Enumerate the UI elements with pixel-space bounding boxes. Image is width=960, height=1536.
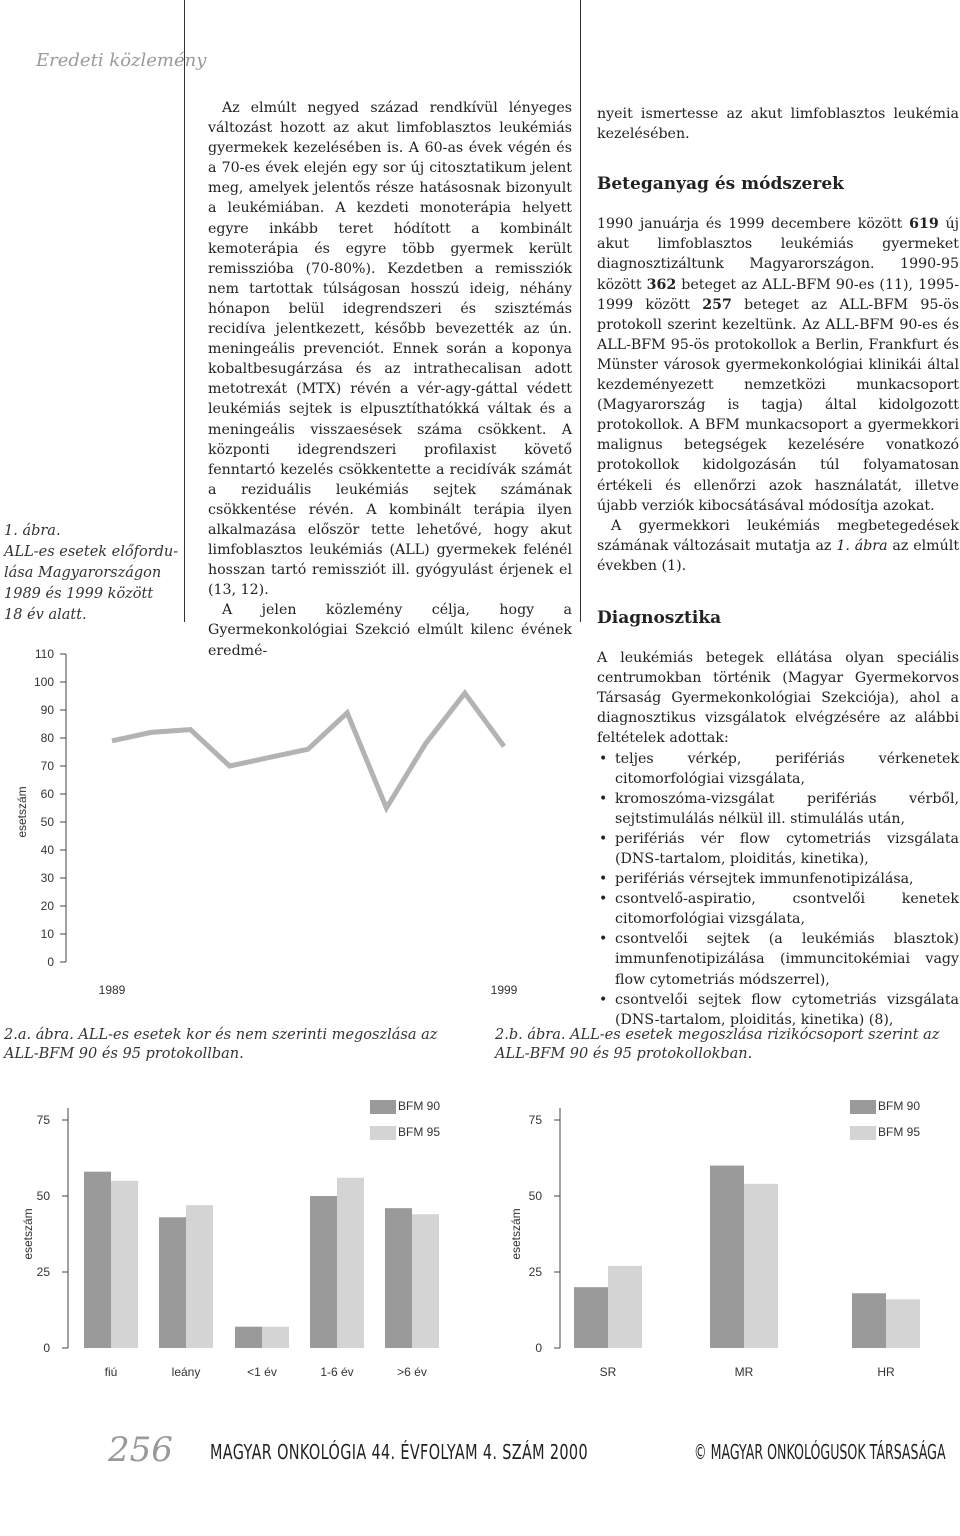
y-tick-label: 75 <box>36 1113 50 1127</box>
x-tick-label: HR <box>877 1365 895 1379</box>
x-tick-label: >6 év <box>397 1365 427 1379</box>
x-tick-label: 1-6 év <box>320 1365 354 1379</box>
legend-label: BFM 90 <box>398 1099 441 1113</box>
bar-bfm-90 <box>385 1208 412 1348</box>
copyright-footer: © MAGYAR ONKOLÓGUSOK TÁRSASÁGA <box>694 1440 946 1464</box>
x-tick-label: 1999 <box>490 983 518 997</box>
y-tick-label: 25 <box>36 1265 50 1279</box>
list-item: • csontvelő-aspiratio, csontvelői kenetek citomorfológiai vizsgálata, <box>615 889 959 929</box>
bar-bfm-90 <box>310 1196 337 1348</box>
legend-swatch <box>370 1100 396 1114</box>
y-tick-label: 50 <box>528 1189 542 1203</box>
bar-bfm-90 <box>159 1217 186 1348</box>
legend-swatch <box>370 1126 396 1140</box>
bar-bfm-90 <box>574 1287 608 1348</box>
bar-bfm-95 <box>337 1178 364 1348</box>
y-tick-label: 60 <box>40 787 54 801</box>
list-item: • kromoszóma-vizsgálat perifériás vérből, sejtstimulálás nélkül ill. stimulálás után, <box>615 789 959 829</box>
list-item: • perifériás vérsejtek immunfenotipizálása, <box>615 869 959 889</box>
legend-swatch <box>850 1126 876 1140</box>
series-line <box>112 693 504 808</box>
y-tick-label: 50 <box>40 815 54 829</box>
column-rule <box>580 0 581 622</box>
journal-footer: MAGYAR ONKOLÓGIA 44. ÉVFOLYAM 4. SZÁM 2000 <box>210 1440 588 1464</box>
bar-bfm-95 <box>744 1184 778 1348</box>
x-tick-label: 1989 <box>98 983 126 997</box>
page-number: 256 <box>108 1430 173 1470</box>
section-heading: Beteganyag és módszerek <box>597 174 844 195</box>
bar-bfm-95 <box>111 1181 138 1348</box>
y-tick-label: 110 <box>34 647 54 661</box>
intro-paragraph: A jelen közlemény célja, hogy a Gyermekonkológiai Szekció elmúlt kilenc évének eredmé- <box>208 602 572 659</box>
right-column <box>597 104 959 1030</box>
y-tick-label: 20 <box>40 899 54 913</box>
bar-bfm-95 <box>886 1299 920 1348</box>
figure-2a-caption: 2.a. ábra. ALL-es esetek kor és nem szerinti megoszlása az ALL-BFM 90 és 95 protokollban. <box>4 1027 438 1062</box>
bar-bfm-95 <box>412 1214 439 1348</box>
x-tick-label: SR <box>599 1365 617 1379</box>
x-tick-label: leány <box>171 1365 201 1379</box>
legend-label: BFM 95 <box>398 1125 441 1139</box>
y-tick-label: 70 <box>40 759 54 773</box>
intro-continuation: nyeit ismertesse az akut limfoblasztos leukémia kezelésében. <box>597 106 959 143</box>
list-item: • csontvelői sejtek flow cytometriás vizsgálata (DNS-tartalom, ploiditás, kinetika) (8), <box>615 990 959 1030</box>
bar-bfm-95 <box>262 1327 289 1348</box>
bar-bfm-95 <box>608 1266 642 1348</box>
list-item: • perifériás vér flow cytometriás vizsgálata (DNS-tartalom, ploiditás, kinetika), <box>615 829 959 869</box>
list-item: • teljes vérkép, perifériás vérkenetek citomorfológiai vizsgálata, <box>615 749 959 789</box>
diagnostics-paragraph: A leukémiás betegek ellátása olyan speciális centrumokban történik (Magyar Gyermekorvos Társaság Gyermekonkológiai Szekciója), ahol a diagnosztikus vizsgálatok elvégzésére az alábbi feltételek adottak: <box>597 650 959 747</box>
x-tick-label: <1 év <box>247 1365 277 1379</box>
section-heading: Diagnosztika <box>597 607 722 628</box>
x-tick-label: fiú <box>104 1365 118 1379</box>
bar-bfm-95 <box>186 1205 213 1348</box>
intro-text <box>208 98 572 661</box>
figure-2b-caption: 2.b. ábra. ALL-es esetek megoszlása rizikócsoport szerint az ALL-BFM 90 és 95 protokollokban. <box>495 1027 940 1062</box>
bar-bfm-90 <box>710 1166 744 1348</box>
cases-line-chart <box>0 630 580 1000</box>
legend-label: BFM 95 <box>878 1125 921 1139</box>
section-label: Eredeti közlemény <box>36 50 207 71</box>
y-tick-label: 80 <box>40 731 54 745</box>
y-tick-label: 0 <box>47 955 54 969</box>
y-tick-label: 0 <box>535 1341 542 1355</box>
age-sex-bar-chart <box>0 1090 480 1400</box>
column-rule <box>184 0 185 622</box>
legend-swatch <box>850 1100 876 1114</box>
figure-1-caption: 1. ábra. ALL-es esetek előfordu- lása Magyarországon 1989 és 1999 között 18 év alatt. <box>4 523 179 623</box>
y-tick-label: 10 <box>40 927 54 941</box>
x-tick-label: MR <box>734 1365 754 1379</box>
risk-group-bar-chart <box>480 1090 960 1400</box>
y-tick-label: 0 <box>43 1341 50 1355</box>
y-axis-label: esetszám <box>15 786 29 838</box>
y-tick-label: 90 <box>40 703 54 717</box>
diagnostics-list <box>597 749 959 1030</box>
intro-paragraph: Az elmúlt negyed század rendkívül lényeges változást hozott az akut limfoblasztos leukémiás gyermekek kezelésében is. A 60-as évek végén és a 70-es évek elején egy sor új citosztatikum jelent meg, amelyek jelentős része hatásosnak bizonyult a leukémiában. A kezdeti monoterápia helyett egyre inkább teret hódított a kombinált kemoterápia és egyre több gyermek került remisszióba (70-80%). Kezdetben a remissziók nem tartottak túlságosan hosszú ideig, néhány hónapon belül idegrendszeri és szisztémás recidíva jelentkezett, később bevezették az ún. meningeális prevenciót. Ennek során a koponya kobaltbesugárzása és az intrathecalisan adott metotrexát (MTX) révén a vér-agy-gáttal védett leukémiás sejtek is elpusztíthatókká váltak és a meningeális visszaesések száma csökkent. A központi idegrendszeri profilaxist követő fenntartó kezelés csökkentette a recidívák számát a reziduális leukémiás sejtek számának csökkentése révén. A kombinált terápia ilyen alkalmazása először tette lehetővé, hogy akut limfoblasztos leukémiás (ALL) gyermekek felénél hosszan tartó remissziót ill. gyógyulást érjenek el (13, 12). <box>208 100 572 599</box>
y-tick-label: 25 <box>528 1265 542 1279</box>
methods-paragraph: 1990 januárja és 1999 decembere között 619 új akut limfoblasztos leukémiás gyermeket diagnosztizáltunk Magyarországon. 1990-95 között 362 beteget az ALL-BFM 90-es (11), 1995-1999 között 257 beteget az ALL-BFM 95-ös protokoll szerint kezeltünk. Az ALL-BFM 90-es és ALL-BFM 95-ös protokollok a Berlin, Frankfurt és Münster városok gyermekonkológiai klinikái által kezdeményezett nemzetközi munkacsoport (Magyarország is tagja) által kidolgozott protokollok. A BFM munkacsoport a gyermekkori malignus betegségek kezelésére vonatkozó protokollok kidolgozásán túl folyamatosan értékeli és ellenőrzi azok használatát, illetve újabb verziók kibocsátásával módosítja azokat. <box>597 216 960 514</box>
bar-bfm-90 <box>84 1172 111 1348</box>
y-axis-label: esetszám <box>21 1208 35 1260</box>
y-axis-label: esetszám <box>509 1208 523 1260</box>
y-tick-label: 30 <box>40 871 54 885</box>
legend-label: BFM 90 <box>878 1099 921 1113</box>
methods-paragraph: A gyermekkori leukémiás megbetegedések számának változásait mutatja az 1. ábra az elmúlt években (1). <box>597 517 960 574</box>
y-tick-label: 100 <box>33 675 54 689</box>
y-tick-label: 50 <box>36 1189 50 1203</box>
y-tick-label: 75 <box>528 1113 542 1127</box>
list-item: • csontvelői sejtek (a leukémiás blasztok) immunfenotipizálása (immuncitokémiai vagy flow cytometriás módszerrel), <box>615 929 959 989</box>
bar-bfm-90 <box>235 1327 262 1348</box>
y-tick-label: 40 <box>40 843 54 857</box>
bar-bfm-90 <box>852 1293 886 1348</box>
